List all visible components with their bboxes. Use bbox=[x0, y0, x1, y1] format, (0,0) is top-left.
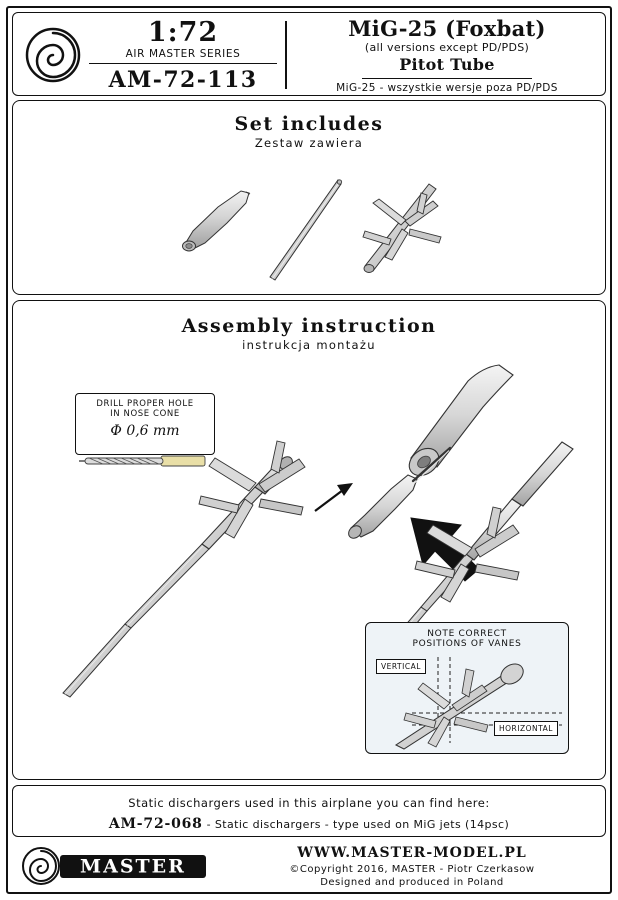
related-note: Static dischargers used in this airplane you can find here: bbox=[128, 796, 490, 810]
assembly-arrow-up bbox=[315, 483, 353, 511]
vertical-tag: VERTICAL bbox=[376, 659, 426, 674]
product-title: MiG-25 (Foxbat) bbox=[348, 16, 546, 41]
product-code: AM-72-113 bbox=[108, 67, 258, 94]
product-title-polish: MiG-25 - wszystkie wersje poza PD/PDS bbox=[336, 82, 558, 95]
master-spiral-logo-icon bbox=[25, 25, 81, 85]
title-rule bbox=[362, 78, 532, 79]
footer-text-block bbox=[222, 843, 602, 888]
svg-text:MASTER: MASTER bbox=[80, 855, 186, 878]
header-vertical-divider bbox=[285, 21, 287, 89]
set-includes-title: Set includes bbox=[234, 113, 384, 135]
related-products-panel bbox=[12, 785, 606, 837]
master-brand-logo bbox=[20, 845, 210, 887]
assembly-panel bbox=[12, 300, 606, 780]
product-variants: (all versions except PD/PDS) bbox=[364, 41, 530, 55]
website-url[interactable]: WWW.MASTER-MODEL.PL bbox=[297, 845, 527, 861]
series-label: AIR MASTER SERIES bbox=[125, 48, 241, 61]
set-includes-subtitle: Zestaw zawiera bbox=[254, 136, 364, 150]
assembly-title: Assembly instruction bbox=[181, 315, 437, 337]
drill-line-2: IN NOSE CONE bbox=[110, 409, 180, 419]
related-product-code: AM-72-068 bbox=[108, 816, 203, 832]
set-includes-panel bbox=[12, 100, 606, 295]
designed-line: Designed and produced in Poland bbox=[320, 877, 504, 888]
copyright-line: ©Copyright 2016, MASTER - Piotr Czerkasow bbox=[289, 864, 535, 875]
instruction-sheet bbox=[6, 6, 612, 894]
related-code-line bbox=[13, 816, 605, 832]
drill-line-1: DRILL PROPER HOLE bbox=[96, 399, 194, 409]
related-product-desc: - Static dischargers - type used on MiG jets (14psc) bbox=[202, 818, 510, 831]
header-divider-line bbox=[89, 63, 277, 64]
drill-diameter: Φ 0,6 mm bbox=[110, 423, 180, 439]
pitot-rod-part bbox=[270, 180, 342, 280]
header-left-block bbox=[83, 19, 283, 93]
vanes-note-box bbox=[365, 622, 569, 754]
vane-sleeve-part bbox=[363, 184, 441, 273]
vanes-note-line-1: NOTE CORRECT bbox=[427, 629, 507, 639]
nose-cone-drawing bbox=[404, 365, 513, 481]
header-panel bbox=[12, 12, 606, 96]
assembled-pitot-left bbox=[63, 441, 305, 697]
header-right-block bbox=[291, 17, 603, 94]
footer-bar bbox=[12, 841, 606, 892]
nose-cone-part bbox=[183, 191, 251, 251]
vanes-note-line-2: POSITIONS OF VANES bbox=[412, 639, 522, 649]
horizontal-tag: HORIZONTAL bbox=[494, 721, 558, 736]
scale-label: 1:72 bbox=[147, 17, 219, 48]
assembly-subtitle: instrukcja montażu bbox=[242, 338, 376, 352]
part-name: Pitot Tube bbox=[399, 55, 495, 75]
set-parts-illustration bbox=[13, 159, 607, 289]
